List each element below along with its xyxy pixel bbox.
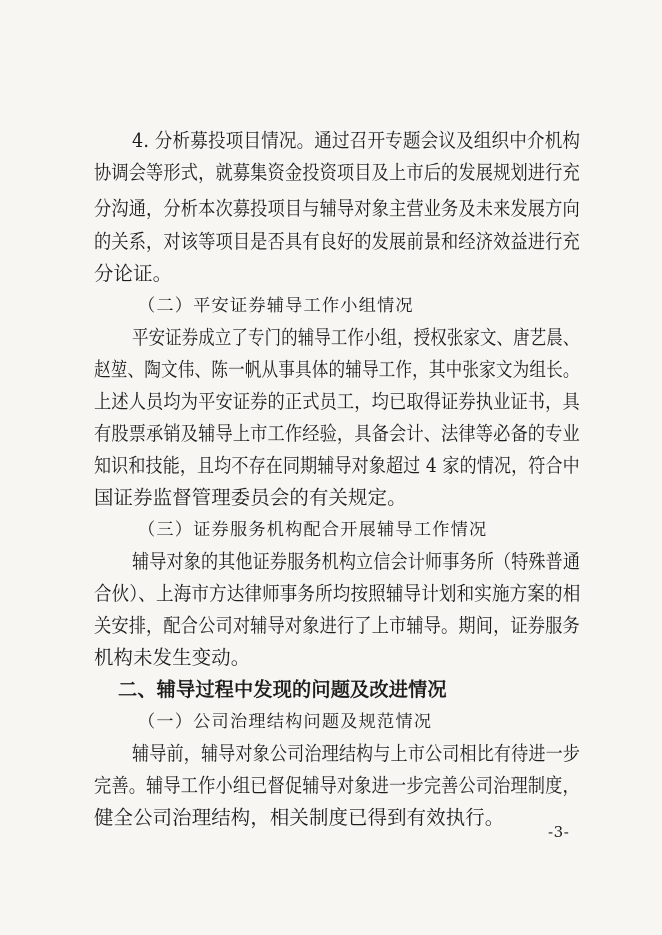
para4-line-3: 健全公司治理结构，相关制度已得到有效执行。: [94, 806, 505, 829]
para2-line-4: 有股票承销及辅导上市工作经验，具备会计、法律等必备的专业: [94, 422, 580, 445]
para2-line-3: 上述人员均为平安证券的正式员工，均已取得证券执业证书，具: [94, 390, 580, 413]
para1-line-1: 4. 分析募投项目情况。通过召开专题会议及组织中介机构: [132, 129, 581, 152]
subheading-governance: （一）公司治理结构问题及规范情况: [138, 712, 433, 732]
para3-line-2: 合伙）、上海市方达律师事务所均按照辅导计划和实施方案的相: [94, 582, 581, 605]
para3-line-4: 机构未发生变动。: [94, 646, 251, 669]
para2-line-6: 国证券监督管理委员会的有关规定。: [94, 486, 407, 509]
para4-line-1: 辅导前，辅导对象公司治理结构与上市公司相比有待进一步: [132, 742, 581, 765]
para2-line-1: 平安证券成立了专门的辅导工作小组，授权张家文、唐艺晨、: [132, 326, 580, 349]
para3-line-1: 辅导对象的其他证券服务机构立信会计师事务所（特殊普通: [132, 550, 581, 573]
para1-line-2: 协调会等形式，就募集资金投资项目及上市后的发展规划进行充: [94, 161, 580, 184]
subheading-team: （二）平安证券辅导工作小组情况: [138, 296, 414, 316]
para4-line-2: 完善。辅导工作小组已督促辅导对象进一步完善公司治理制度，: [94, 774, 580, 797]
para1-line-4: 的关系，对该等项目是否具有良好的发展前景和经济效益进行充: [94, 230, 580, 253]
page-number: -3-: [548, 823, 570, 841]
para1-line-3: 分沟通，分析本次募投项目与辅导对象主营业务及未来发展方向: [94, 197, 580, 220]
para3-line-3: 关安排，配合公司对辅导对象进行了上市辅导。期间，证券服务: [94, 614, 580, 637]
para2-line-5: 知识和技能，且均不存在同期辅导对象超过 4 家的情况，符合中: [94, 454, 580, 477]
subheading-service-agencies: （三）证券服务机构配合开展辅导工作情况: [138, 520, 488, 540]
section-heading-problems: 二、辅导过程中发现的问题及改进情况: [118, 678, 447, 701]
para1-line-5: 分论证。: [94, 262, 173, 285]
para2-line-2: 赵堃、陶文伟、陈一帆从事具体的辅导工作，其中张家文为组长。: [94, 358, 580, 381]
